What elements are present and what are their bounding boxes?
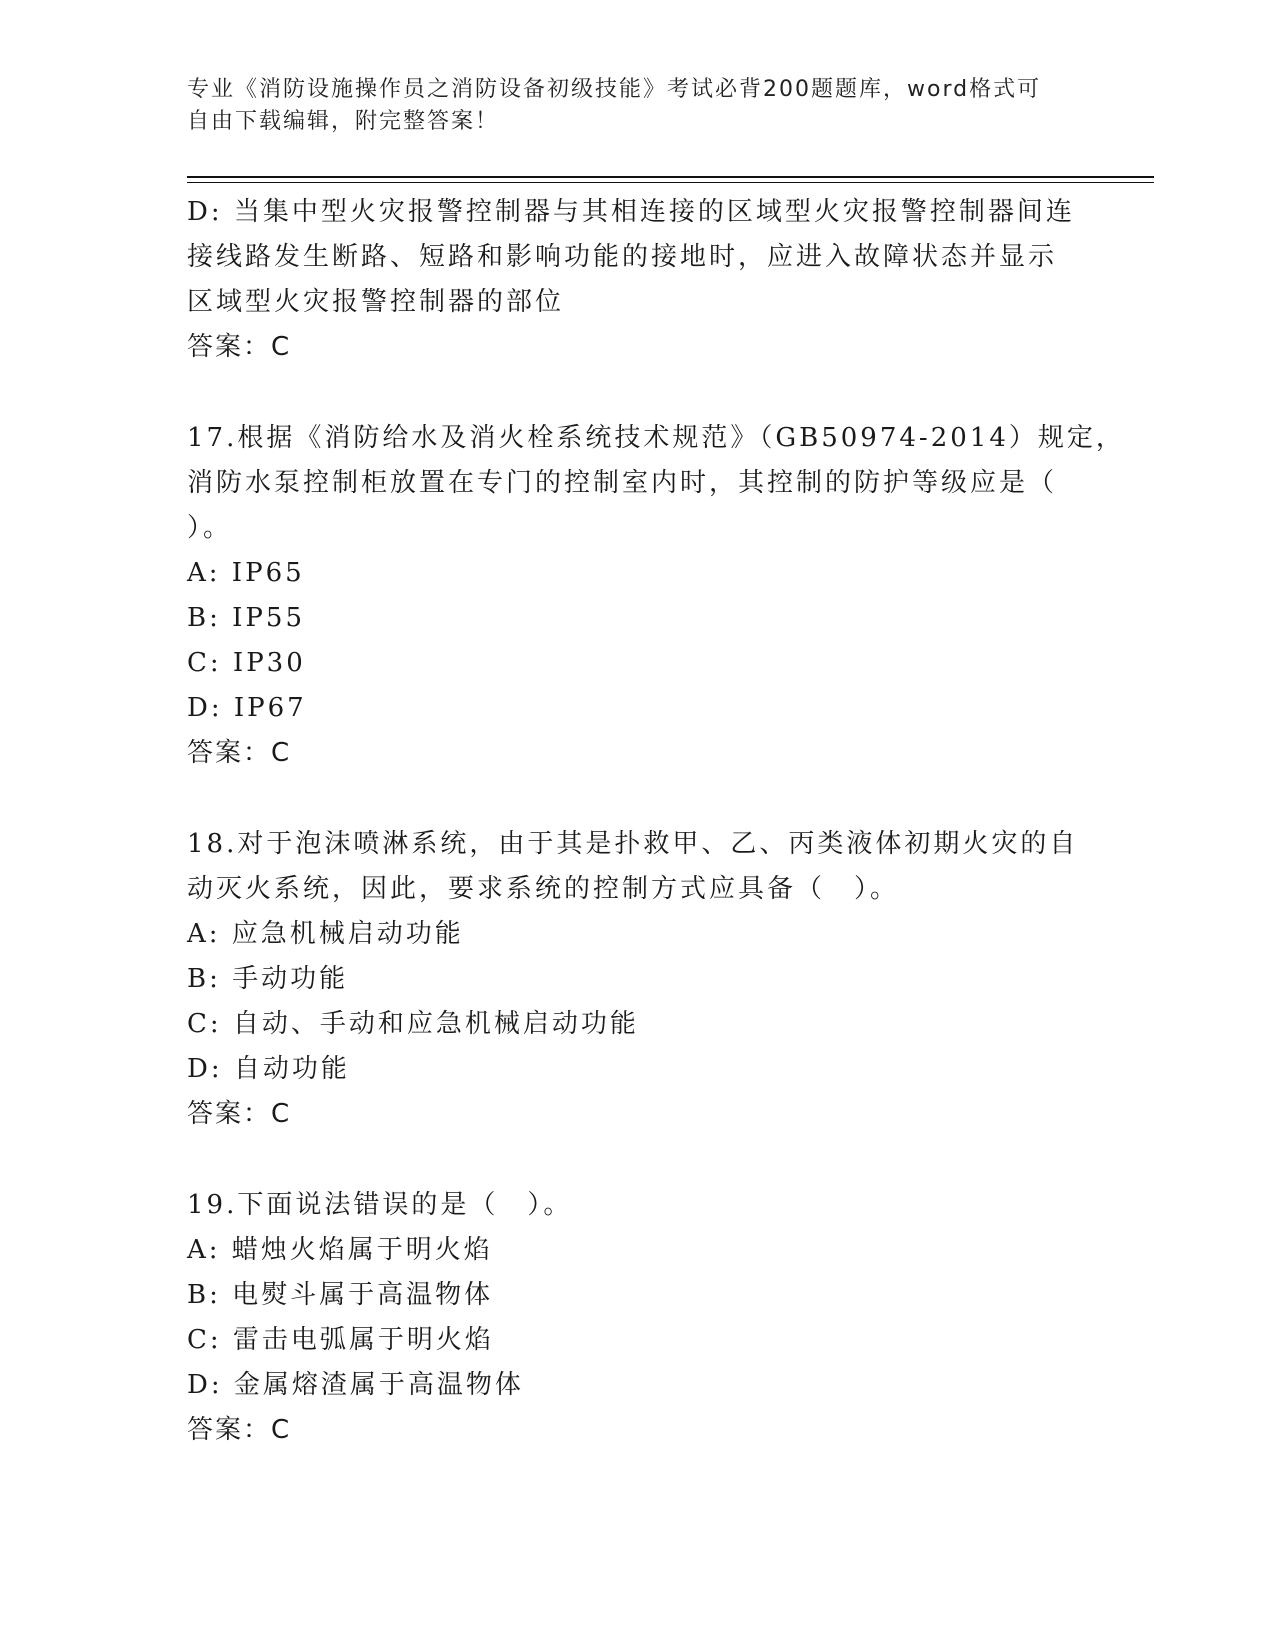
q17-stem-line-3: ）。 <box>187 513 233 543</box>
question-17 <box>187 416 1125 776</box>
spacer <box>187 776 1087 822</box>
spacer <box>187 1137 1087 1183</box>
header-line-2: 自由下载编辑，附完整答案！ <box>187 109 500 134</box>
q17-option-a: A: IP65 <box>187 558 305 588</box>
q17-stem-line-1: 17.根据《消防给水及消火栓系统技术规范》（GB50974-2014）规定， <box>187 423 1125 453</box>
q19-option-d: D: 金属熔渣属于高温物体 <box>187 1370 524 1400</box>
q18-option-a: A: 应急机械启动功能 <box>187 919 464 949</box>
q17-option-d: D: IP67 <box>187 693 307 723</box>
q19-stem-line-1: 19.下面说法错误的是（ ）。 <box>187 1190 573 1220</box>
q19-option-a: A: 蜡烛火焰属于明火焰 <box>187 1235 493 1265</box>
header-divider-thick <box>187 176 1154 178</box>
q18-option-d: D: 自动功能 <box>187 1054 350 1084</box>
q19-option-b: B: 电熨斗属于高温物体 <box>187 1280 494 1310</box>
question-content <box>187 190 1125 1453</box>
q16-option-d-line-3: 区域型火灾报警控制器的部位 <box>187 287 565 317</box>
q19-answer: 答案：C <box>187 1415 292 1445</box>
q19-option-c: C: 雷击电弧属于明火焰 <box>187 1325 494 1355</box>
q17-stem-line-2: 消防水泵控制柜放置在专门的控制室内时，其控制的防护等级应是（ <box>187 468 1058 498</box>
q18-option-b: B: 手动功能 <box>187 964 349 994</box>
q18-stem-line-1: 18.对于泡沫喷淋系统，由于其是扑救甲、乙、丙类液体初期火灾的自 <box>187 829 1079 859</box>
q17-answer: 答案：C <box>187 738 292 768</box>
question-19 <box>187 1183 1087 1453</box>
question-18 <box>187 822 1087 1137</box>
q18-option-c: C: 自动、手动和应急机械启动功能 <box>187 1009 639 1039</box>
q16-option-d-line-2: 接线路发生断路、短路和影响功能的接地时，应进入故障状态并显示 <box>187 242 1058 272</box>
q18-answer: 答案：C <box>187 1099 292 1129</box>
spacer <box>187 370 1087 416</box>
q16-option-d-line-1: D: 当集中型火灾报警控制器与其相连接的区域型火灾报警控制器间连 <box>187 197 1075 227</box>
header-divider-thin <box>187 182 1154 183</box>
q17-option-c: C: IP30 <box>187 648 306 678</box>
q18-stem-line-2: 动灭火系统，因此，要求系统的控制方式应具备（ ）。 <box>187 874 900 904</box>
question-16-tail <box>187 190 1087 370</box>
q17-option-b: B: IP55 <box>187 603 305 633</box>
q16-answer: 答案：C <box>187 332 292 362</box>
document-header <box>187 74 1067 138</box>
header-line-1: 专业《消防设施操作员之消防设备初级技能》考试必背200题题库，word格式可 <box>187 77 1042 102</box>
